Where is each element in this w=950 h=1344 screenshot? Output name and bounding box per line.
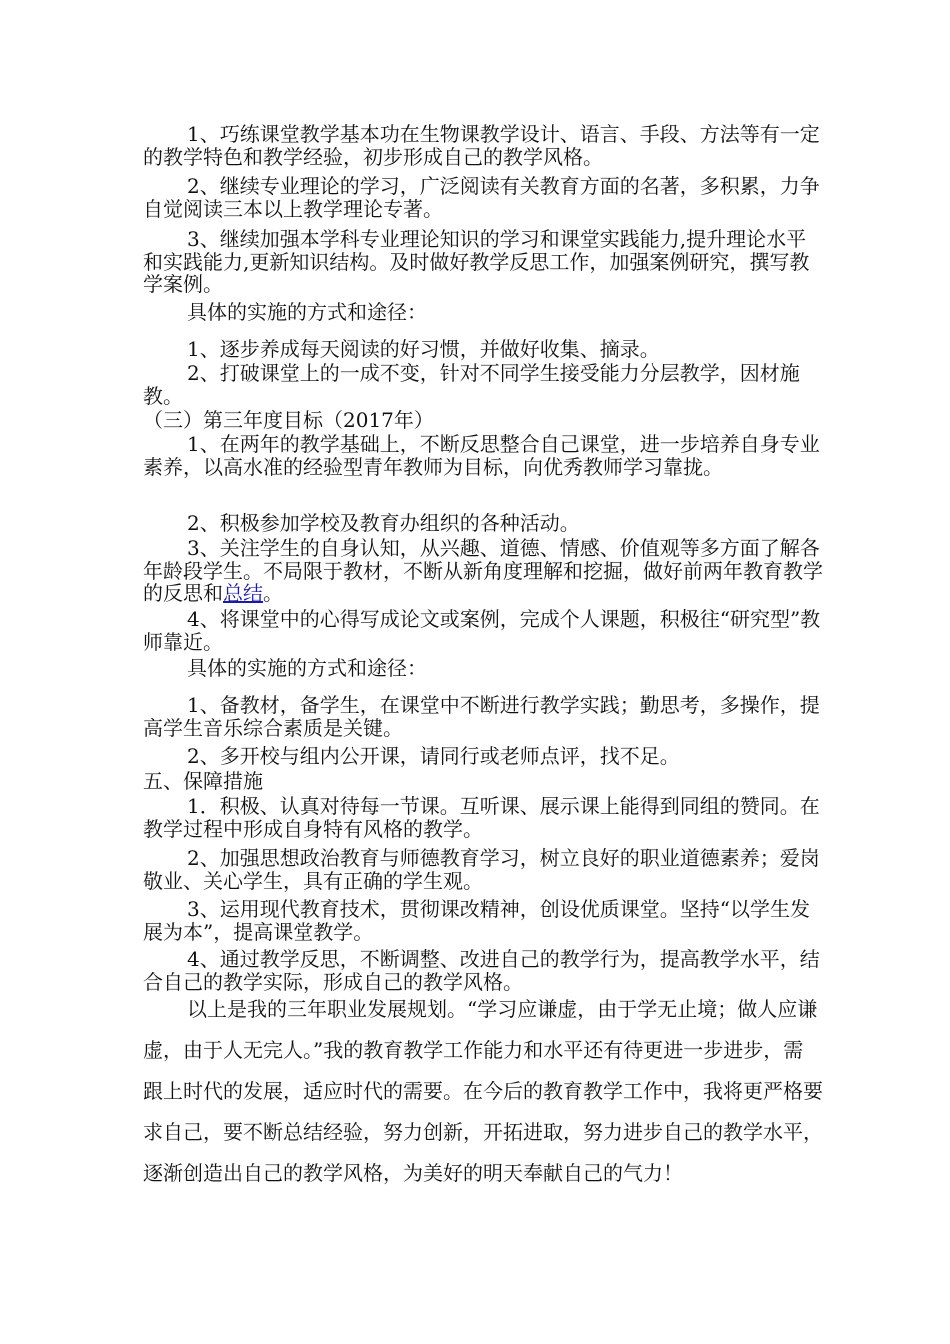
summary-link[interactable]: 总结 xyxy=(223,581,263,605)
year-three-goal-2: 2、积极参加学校及教育办组织的各种活动。 xyxy=(187,511,580,535)
guarantee-item-2: 2、加强思想政治教育与师德教育学习，树立良好的职业道德素养；爱岗敬业、关心学生，具有正确的学生观。 xyxy=(143,846,820,893)
goal-item-2: 2、继续专业理论的学习，广泛阅读有关教育方面的名著，多积累，力争自觉阅读三本以上教学理论专著。 xyxy=(143,174,820,221)
section-heading-year-three: （三）第三年度目标（2017年） xyxy=(143,408,434,432)
year-three-goal-4: 4、将课堂中的心得写成论文或案例，完成个人课题，积极往“研究型”教师靠近。 xyxy=(143,607,821,654)
goal-item-1: 1、巧练课堂教学基本功在生物课教学设计、语言、手段、方法等有一定的教学特色和教学经验，初步形成自己的教学风格。 xyxy=(143,122,820,169)
guarantee-item-1: 1．积极、认真对待每一节课。互听课、展示课上能得到同组的赞同。在教学过程中形成自身特有风格的教学。 xyxy=(143,794,820,841)
method-item-4: 2、多开校与组内公开课，请同行或老师点评，找不足。 xyxy=(187,744,680,768)
goal-3-end: 。 xyxy=(263,581,283,605)
section-heading-guarantee: 五、保障措施 xyxy=(143,769,263,793)
method-item-2: 2、打破课堂上的一成不变，针对不同学生接受能力分层教学，因材施教。 xyxy=(143,361,800,408)
method-item-3: 1、备教材，备学生，在课堂中不断进行教学实践；勤思考，多操作，提高学生音乐综合素质是关键。 xyxy=(143,693,820,740)
goal-3-text: 3、关注学生的自身认知，从兴趣、道德、情感、价值观等多方面了解各年龄段学生。不局限于教材，不断从新角度理解和挖掘，做好前两年教育教学的反思和 xyxy=(143,536,823,605)
guarantee-item-4: 4、通过教学反思，不断调整、改进自己的教学行为，提高教学水平，结合自己的教学实际，形成自己的教学风格。 xyxy=(143,947,820,994)
conclusion-paragraph: 以上是我的三年职业发展规划。“学习应谦虚，由于学无止境；做人应谦虚，由于人无完人。”我的教育教学工作能力和水平还有待更进一步进步，需跟上时代的发展，适应时代的需要。在今后的教育教学工作中，我将更严格要求自己，要不断总结经验，努力创新，开拓进取，努力进步自己的教学水平，逐渐创造出自己的教学风格，为美好的明天奉献自己的气力！ xyxy=(143,997,823,1185)
year-three-goal-1: 1、在两年的教学基础上，不断反思整合自己课堂，进一步培养自身专业素养，以高水准的经验型青年教师为目标，向优秀教师学习靠拢。 xyxy=(143,432,820,479)
guarantee-item-3: 3、运用现代教育技术，贯彻课改精神，创设优质课堂。坚持“以学生发展为本”，提高课堂教学。 xyxy=(143,897,810,944)
implementation-heading: 具体的实施的方式和途径： xyxy=(187,300,427,324)
method-item-1: 1、逐步养成每天阅读的好习惯，并做好收集、摘录。 xyxy=(187,337,660,361)
goal-item-3: 3、继续加强本学科专业理论知识的学习和课堂实践能力,提升理论水平和实践能力,更新知识结构。及时做好教学反思工作，加强案例研究，撰写教学案例。 xyxy=(143,227,810,296)
year-three-goal-3 xyxy=(143,537,823,605)
implementation-heading-2: 具体的实施的方式和途径： xyxy=(187,656,427,680)
